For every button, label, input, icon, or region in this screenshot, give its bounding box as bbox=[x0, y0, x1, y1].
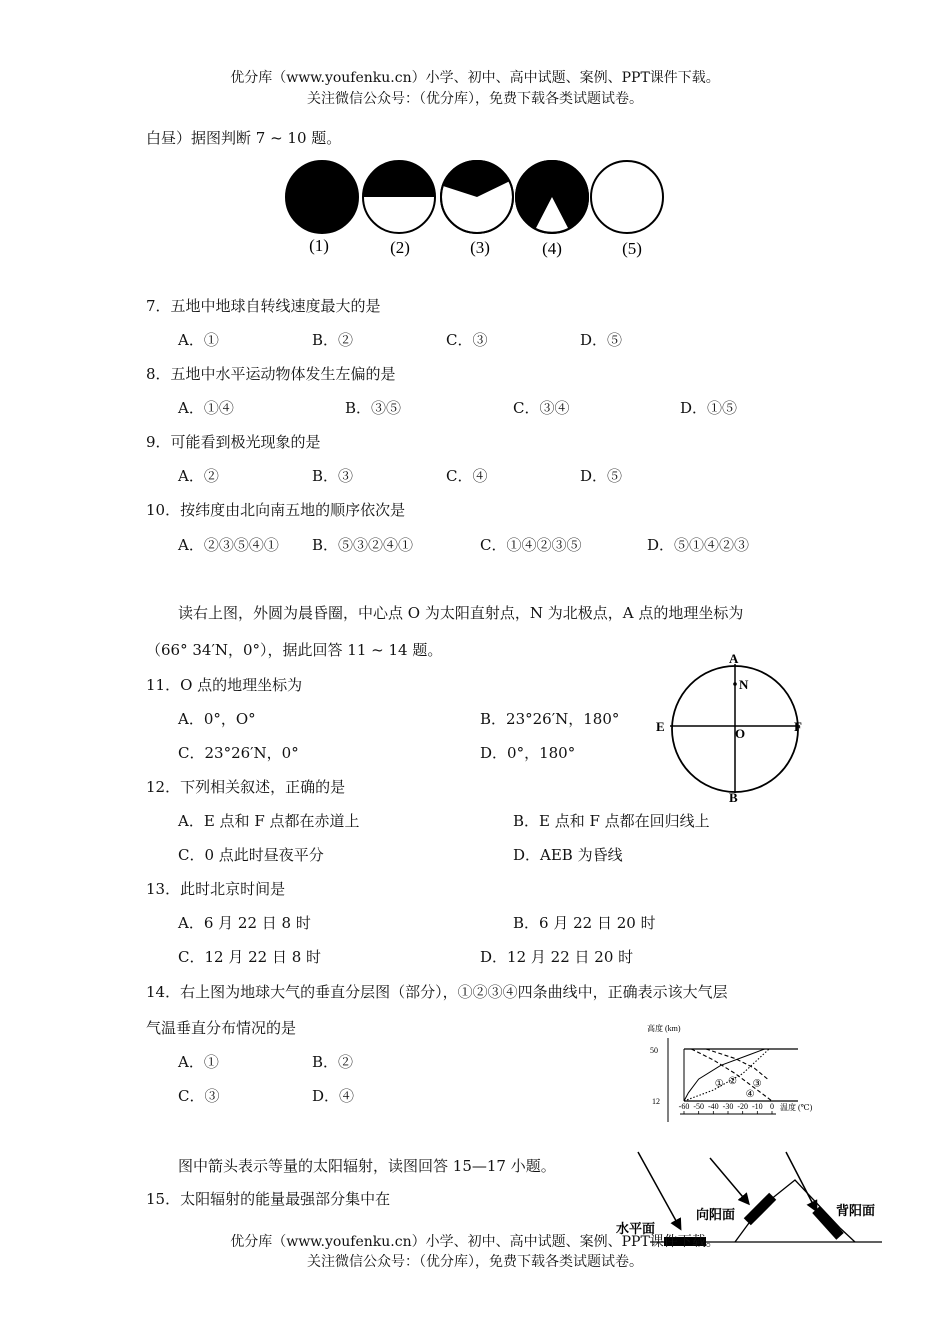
x-tick-label: -50 bbox=[693, 1102, 705, 1111]
q12-option-c: C．0 点此时昼夜平分 bbox=[178, 846, 324, 864]
series-label-1: ① bbox=[714, 1078, 724, 1090]
q7-option-d: D．⑤ bbox=[580, 331, 623, 349]
q7-option-a: A．① bbox=[178, 331, 219, 349]
header-line-2: 关注微信公众号：（优分库），免费下载各类试题试卷。 bbox=[307, 91, 643, 107]
q12-option-a: A．E 点和 F 点都在赤道上 bbox=[178, 812, 360, 830]
q12-option-b: B．E 点和 F 点都在回归线上 bbox=[513, 812, 710, 830]
q14-option-b: B．② bbox=[312, 1053, 354, 1071]
q12-stem: 12．下列相关叙述，正确的是 bbox=[146, 778, 346, 796]
label-horizontal: 水平面 bbox=[616, 1221, 656, 1236]
q11-option-c: C．23°26′N，0° bbox=[178, 744, 299, 762]
q10-stem: 10．按纬度由北向南五地的顺序依次是 bbox=[146, 501, 406, 519]
series-label-4: ④ bbox=[745, 1088, 755, 1100]
arrow-shady bbox=[786, 1152, 816, 1210]
passage-15-17: 图中箭头表示等量的太阳辐射，读图回答 15—17 小题。 bbox=[178, 1157, 556, 1175]
q13-option-d: D．12 月 22 日 20 时 bbox=[480, 948, 634, 966]
series-line-2 bbox=[684, 1049, 769, 1101]
q11-stem: 11．O 点的地理坐标为 bbox=[146, 676, 303, 694]
series-label-3: ③ bbox=[752, 1078, 762, 1090]
q9-stem: 9．可能看到极光现象的是 bbox=[146, 433, 321, 451]
passage-11-14-line-1: 读右上图，外圆为晨昏圈，中心点 O 为太阳直射点，N 为北极点，A 点的地理坐标为 bbox=[178, 604, 744, 622]
x-tick-label: -20 bbox=[737, 1102, 749, 1111]
q10-option-c: C．①④②③⑤ bbox=[480, 536, 582, 554]
q14-stem-line-1: 14．右上图为地球大气的垂直分层图（部分），①②③④四条曲线中，正确表示该大气层 bbox=[146, 983, 728, 1001]
intro-tail: 白昼）据图判断 7 ~ 10 题。 bbox=[146, 129, 342, 147]
circle-2 bbox=[363, 161, 435, 233]
q14-stem-line-2: 气温垂直分布情况的是 bbox=[146, 1019, 297, 1037]
q10-option-d: D．⑤①④②③ bbox=[647, 536, 750, 554]
q13-stem: 13．此时北京时间是 bbox=[146, 880, 286, 898]
label-shady: 背阳面 bbox=[836, 1203, 876, 1218]
x-axis-label: 温度 (℃) bbox=[780, 1103, 813, 1112]
q8-option-b: B．③⑤ bbox=[345, 399, 402, 417]
x-tick-label: -10 bbox=[751, 1102, 763, 1111]
q10-option-a: A．②③⑤④① bbox=[178, 536, 279, 554]
circle-label-2: (2) bbox=[390, 238, 410, 257]
series-label-2: ② bbox=[728, 1075, 737, 1087]
circle-5 bbox=[591, 161, 663, 233]
q7-option-c: C．③ bbox=[446, 331, 488, 349]
q14-option-c: C．③ bbox=[178, 1087, 220, 1105]
q9-option-b: B．③ bbox=[312, 467, 354, 485]
label-o: O bbox=[735, 726, 746, 741]
atmosphere-temperature-chart bbox=[640, 1018, 820, 1130]
circle-label-5: (5) bbox=[622, 239, 642, 258]
q9-option-d: D．⑤ bbox=[580, 467, 623, 485]
q13-option-c: C．12 月 22 日 8 时 bbox=[178, 948, 322, 966]
q10-option-b: B．⑤③②④① bbox=[312, 536, 414, 554]
q9-option-c: C．④ bbox=[446, 467, 488, 485]
circle-3 bbox=[441, 160, 513, 233]
q14-option-a: A．① bbox=[178, 1053, 219, 1071]
footer-line-2: 关注微信公众号：（优分库），免费下载各类试题试卷。 bbox=[307, 1254, 643, 1270]
sunny-slope-plate bbox=[744, 1193, 777, 1226]
q7-stem: 7．五地中地球自转线速度最大的是 bbox=[146, 297, 381, 315]
q9-option-a: A．② bbox=[178, 467, 219, 485]
footer-line-1: 优分库（www.youfenku.cn）小学、初中、高中试题、案例、PPT课件下载。 bbox=[230, 1234, 720, 1250]
x-tick-label: 0 bbox=[770, 1102, 774, 1111]
circle-label-1: (1) bbox=[309, 236, 329, 255]
circle-4 bbox=[516, 161, 588, 233]
x-tick-label: -40 bbox=[707, 1102, 719, 1111]
passage-11-14-line-2: （66° 34′N，0°），据此回答 11 ~ 14 题。 bbox=[146, 641, 443, 659]
circle-label-3: (3) bbox=[470, 238, 490, 257]
y-tick-50: 50 bbox=[650, 1046, 658, 1055]
y-tick-12: 12 bbox=[652, 1097, 660, 1106]
header-line-1: 优分库（www.youfenku.cn）小学、初中、高中试题、案例、PPT课件下载。 bbox=[230, 70, 720, 86]
x-tick-label: -30 bbox=[722, 1102, 734, 1111]
q8-stem: 8．五地中水平运动物体发生左偏的是 bbox=[146, 365, 396, 383]
y-axis-label: 高度 (km) bbox=[647, 1024, 681, 1033]
q8-option-d: D．①⑤ bbox=[680, 399, 738, 417]
q7-option-b: B．② bbox=[312, 331, 354, 349]
x-tick-label: -60 bbox=[678, 1102, 690, 1111]
q11-option-a: A．0°，O° bbox=[178, 710, 256, 728]
q13-option-b: B．6 月 22 日 20 时 bbox=[513, 914, 656, 932]
north-pole-point bbox=[733, 682, 737, 686]
label-a: A bbox=[729, 651, 739, 666]
day-night-circles-figure bbox=[282, 160, 672, 260]
label-e: E bbox=[656, 719, 665, 734]
label-f: F bbox=[794, 719, 802, 734]
q14-option-d: D．④ bbox=[312, 1087, 355, 1105]
terminator-globe-figure bbox=[652, 650, 812, 805]
q15-stem: 15．太阳辐射的能量最强部分集中在 bbox=[146, 1190, 391, 1208]
circle-1 bbox=[286, 161, 358, 233]
q11-option-b: B．23°26′N，180° bbox=[480, 710, 620, 728]
label-sunny: 向阳面 bbox=[696, 1207, 736, 1222]
circle-label-4: (4) bbox=[542, 239, 562, 258]
q8-option-c: C．③④ bbox=[513, 399, 570, 417]
label-b: B bbox=[729, 790, 738, 805]
label-n: N bbox=[739, 677, 749, 692]
x-tick-group bbox=[679, 1102, 774, 1114]
q11-option-d: D．0°，180° bbox=[480, 744, 576, 762]
arrow-horizontal bbox=[638, 1152, 680, 1228]
arrow-sunny bbox=[710, 1158, 748, 1203]
series-group bbox=[684, 1049, 772, 1101]
q12-option-d: D．AEB 为昏线 bbox=[513, 846, 623, 864]
q13-option-a: A．6 月 22 日 8 时 bbox=[178, 914, 311, 932]
q8-option-a: A．①④ bbox=[178, 399, 234, 417]
